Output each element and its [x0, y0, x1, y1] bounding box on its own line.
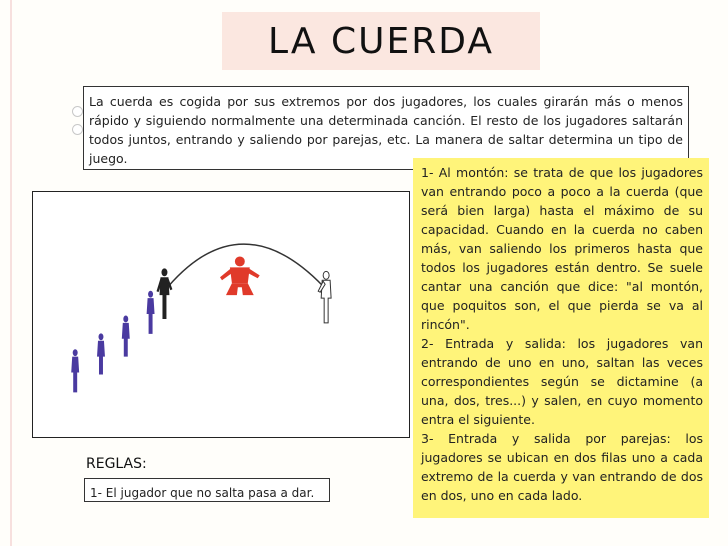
waiting-player-icon — [97, 333, 105, 374]
waiting-player-icon — [122, 315, 130, 356]
jump-rope-illustration — [32, 191, 410, 438]
binder-ring-icon — [72, 106, 83, 117]
rope-holder-right-icon — [318, 271, 331, 323]
game-type-3: 3- Entrada y salida por parejas: los jugadores se ubican en dos filas uno a cada extremo de la cuerda y van entrando de dos en dos, uno en cada lado. — [421, 431, 703, 503]
waiting-player-icon — [147, 291, 155, 334]
intro-paragraph: La cuerda es cogida por sus extremos por dos jugadores, los cuales girarán más o menos rápido y siguiendo normalmente una determinada canción. El resto de los jugadores saltarán todos juntos, entrando y saliendo por parejas, etc. La manera de saltar determina un tipo de juego. — [89, 94, 683, 166]
page-title: LA CUERDA — [268, 20, 494, 62]
jumper-icon — [220, 256, 260, 295]
game-types-box — [413, 158, 709, 518]
rules-heading: REGLAS: — [86, 456, 147, 472]
waiting-player-icon — [71, 349, 79, 392]
rule-item: 1- El jugador que no salta pasa a dar. — [90, 486, 315, 500]
margin-line — [10, 0, 12, 546]
title-banner — [222, 12, 540, 70]
binder-ring-icon — [72, 124, 83, 135]
jump-rope-drawing — [33, 192, 409, 437]
rule-box — [84, 478, 330, 502]
game-type-2: 2- Entrada y salida: los jugadores van entrando de uno en uno, saltan las veces correspondientes según se dictamine (a una, dos, tres...) y salen, en cuyo momento entra el siguiente. — [421, 336, 703, 427]
game-type-1: 1- Al montón: se trata de que los jugadores van entrando poco a poco a la cuerda (que será bien larga) hasta el máximo de su capacidad. Cuando en la cuerda no caben más, van saliendo los primeros hasta que todos los jugadores están dentro. Se suele cantar una canción que dice: "al montón, que poquitos son, el que pierda se va al rincón". — [421, 165, 703, 332]
rope-holder-left-icon — [157, 268, 173, 319]
waiting-players — [71, 291, 154, 393]
